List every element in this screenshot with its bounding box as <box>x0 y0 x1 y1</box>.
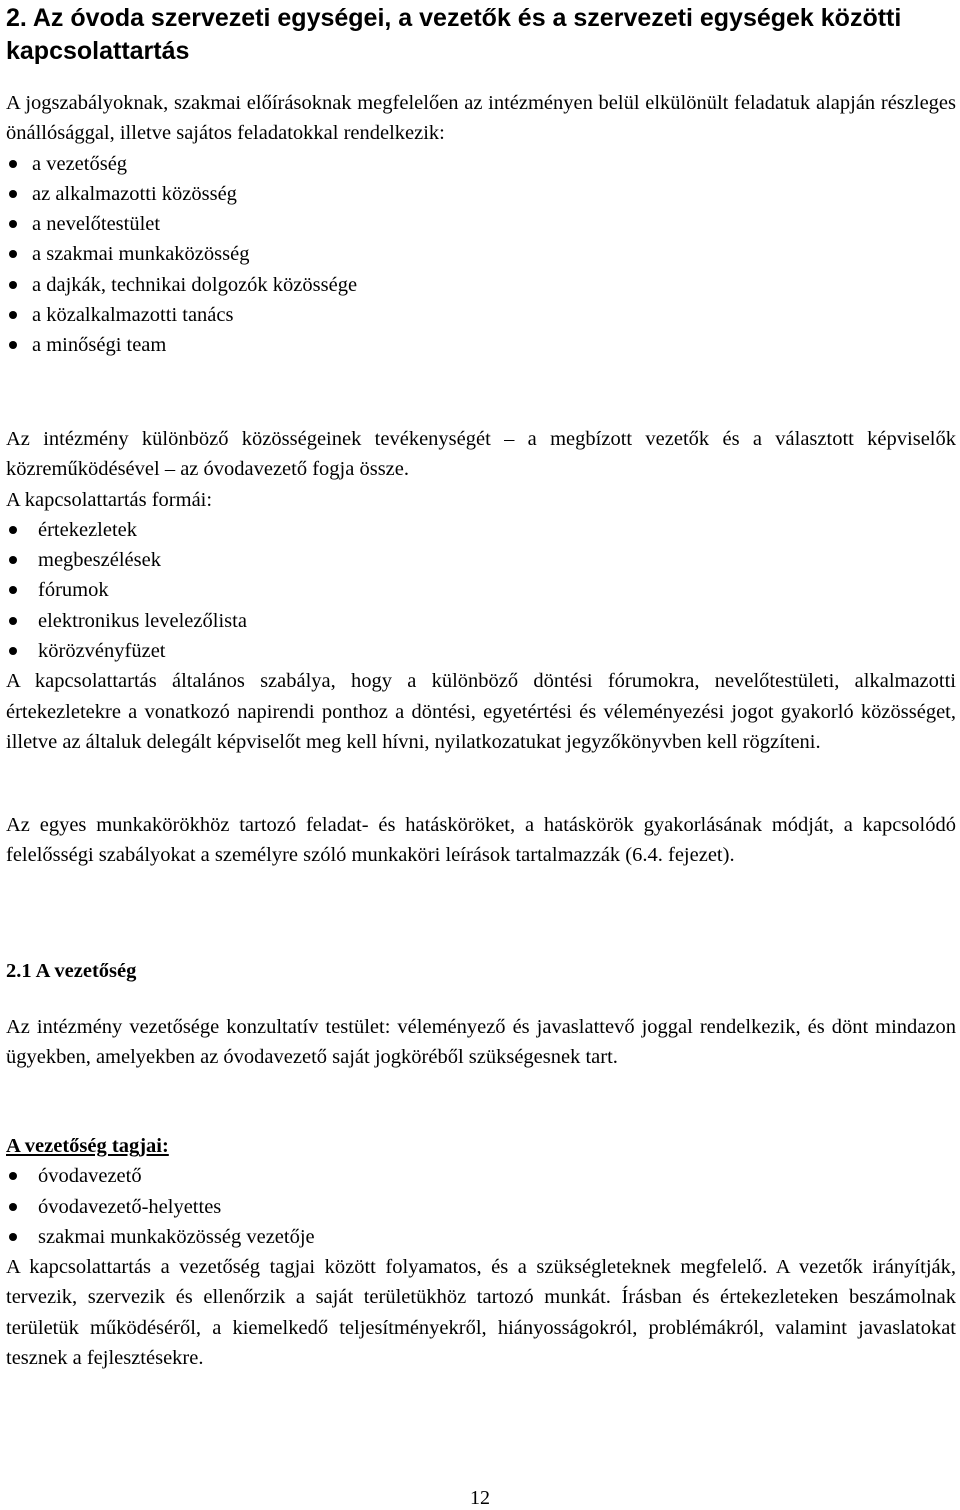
members-list <box>6 1161 956 1252</box>
list-item: a dajkák, technikai dolgozók közössége <box>6 270 956 300</box>
bullet-icon <box>9 586 17 594</box>
list-item: körözvényfüzet <box>6 636 956 666</box>
list-item: az alkalmazotti közösség <box>6 179 956 209</box>
list-item: megbeszélések <box>6 545 956 575</box>
list-item: a közalkalmazotti tanács <box>6 300 956 330</box>
list-item: a szakmai munkaközösség <box>6 239 956 269</box>
coordination-section <box>6 424 956 757</box>
bullet-icon <box>9 617 17 625</box>
duties-paragraph: Az egyes munkakörökhöz tartozó feladat- és hatásköröket, a hatáskörök gyakorlásának módját, a kapcsolódó felelősségi szabályokat a személyre szóló munkaköri leírások tartalmazzák (6.4. fejezet). <box>6 814 956 867</box>
bullet-icon <box>9 250 17 258</box>
page-number: 12 <box>470 1487 490 1509</box>
list-item: fórumok <box>6 575 956 605</box>
leadership-section <box>6 956 956 986</box>
bullet-icon <box>9 160 17 168</box>
list-item: a nevelőtestület <box>6 209 956 239</box>
rule-paragraph: A kapcsolattartás általános szabálya, hogy a különböző döntési fórumokra, nevelőtestületi, alkalmazotti értekezletekre a vonatkozó napirendi ponthoz a döntési, egyetértési és véleményezési jogot gyakorló közösséget, illetve az általuk delegált képviselőt meg kell hívni, nyilatkozatukat jegyzőkönyvben kell rögzíteni. <box>6 670 956 753</box>
coordination-paragraph: Az intézmény különböző közösségeinek tevékenységét – a megbízott vezetők és a választott képviselők közreműködésével – az óvodavezető fogja össze. <box>6 428 956 481</box>
forms-list <box>6 515 956 666</box>
list-item: értekezletek <box>6 515 956 545</box>
list-item: elektronikus levelezőlista <box>6 606 956 636</box>
bullet-icon <box>9 220 17 228</box>
intro-section <box>6 88 956 361</box>
leadership-body <box>6 1012 956 1073</box>
contact-paragraph: A kapcsolattartás a vezetőség tagjai között folyamatos, és a szükségleteknek megfelelő. A vezetők irányítják, tervezik, szervezik és ellenőrzik a saját területükhöz tartozó munkát. Írásban és értekezleteken beszámolnak területük működéséről, a kiemelkedő teljesítményekről, hiányosságokról, problémákról, valamint javaslatokat tesznek a fejlesztésekre. <box>6 1256 956 1370</box>
list-item: a minőségi team <box>6 330 956 360</box>
bullet-icon <box>9 1203 17 1211</box>
list-item: szakmai munkaközösség vezetője <box>6 1222 956 1252</box>
subsection-heading: 2.1 A vezetőség <box>6 960 137 982</box>
members-section <box>6 1131 956 1373</box>
bullet-icon <box>9 1172 17 1180</box>
list-item: óvodavezető-helyettes <box>6 1192 956 1222</box>
forms-label: A kapcsolattartás formái: <box>6 488 213 511</box>
leadership-paragraph: Az intézmény vezetősége konzultatív testület: véleményező és javaslattevő joggal rendelkezik, és dönt mindazon ügyekben, amelyekben az óvodavezető saját jogköréből szükségesnek tart. <box>6 1016 956 1069</box>
list-item: óvodavezető <box>6 1161 956 1191</box>
bullet-icon <box>9 526 17 534</box>
bullet-icon <box>9 647 17 655</box>
duties-section <box>6 810 956 871</box>
bullet-icon <box>9 311 17 319</box>
unit-list <box>6 149 956 361</box>
list-item: a vezetőség <box>6 149 956 179</box>
intro-paragraph: A jogszabályoknak, szakmai előírásoknak megfelelően az intézményen belül elkülönült feladatuk alapján részleges önállósággal, illetve sajátos feladatokkal rendelkezik: <box>6 92 956 145</box>
bullet-icon <box>9 1233 17 1241</box>
bullet-icon <box>9 281 17 289</box>
bullet-icon <box>9 341 17 349</box>
bullet-icon <box>9 190 17 198</box>
bullet-icon <box>9 556 17 564</box>
members-label: A vezetőség tagjai: <box>6 1135 169 1157</box>
section-heading: 2. Az óvoda szervezeti egységei, a vezetők és a szervezeti egységek közötti kapcsolattartás <box>6 4 902 65</box>
